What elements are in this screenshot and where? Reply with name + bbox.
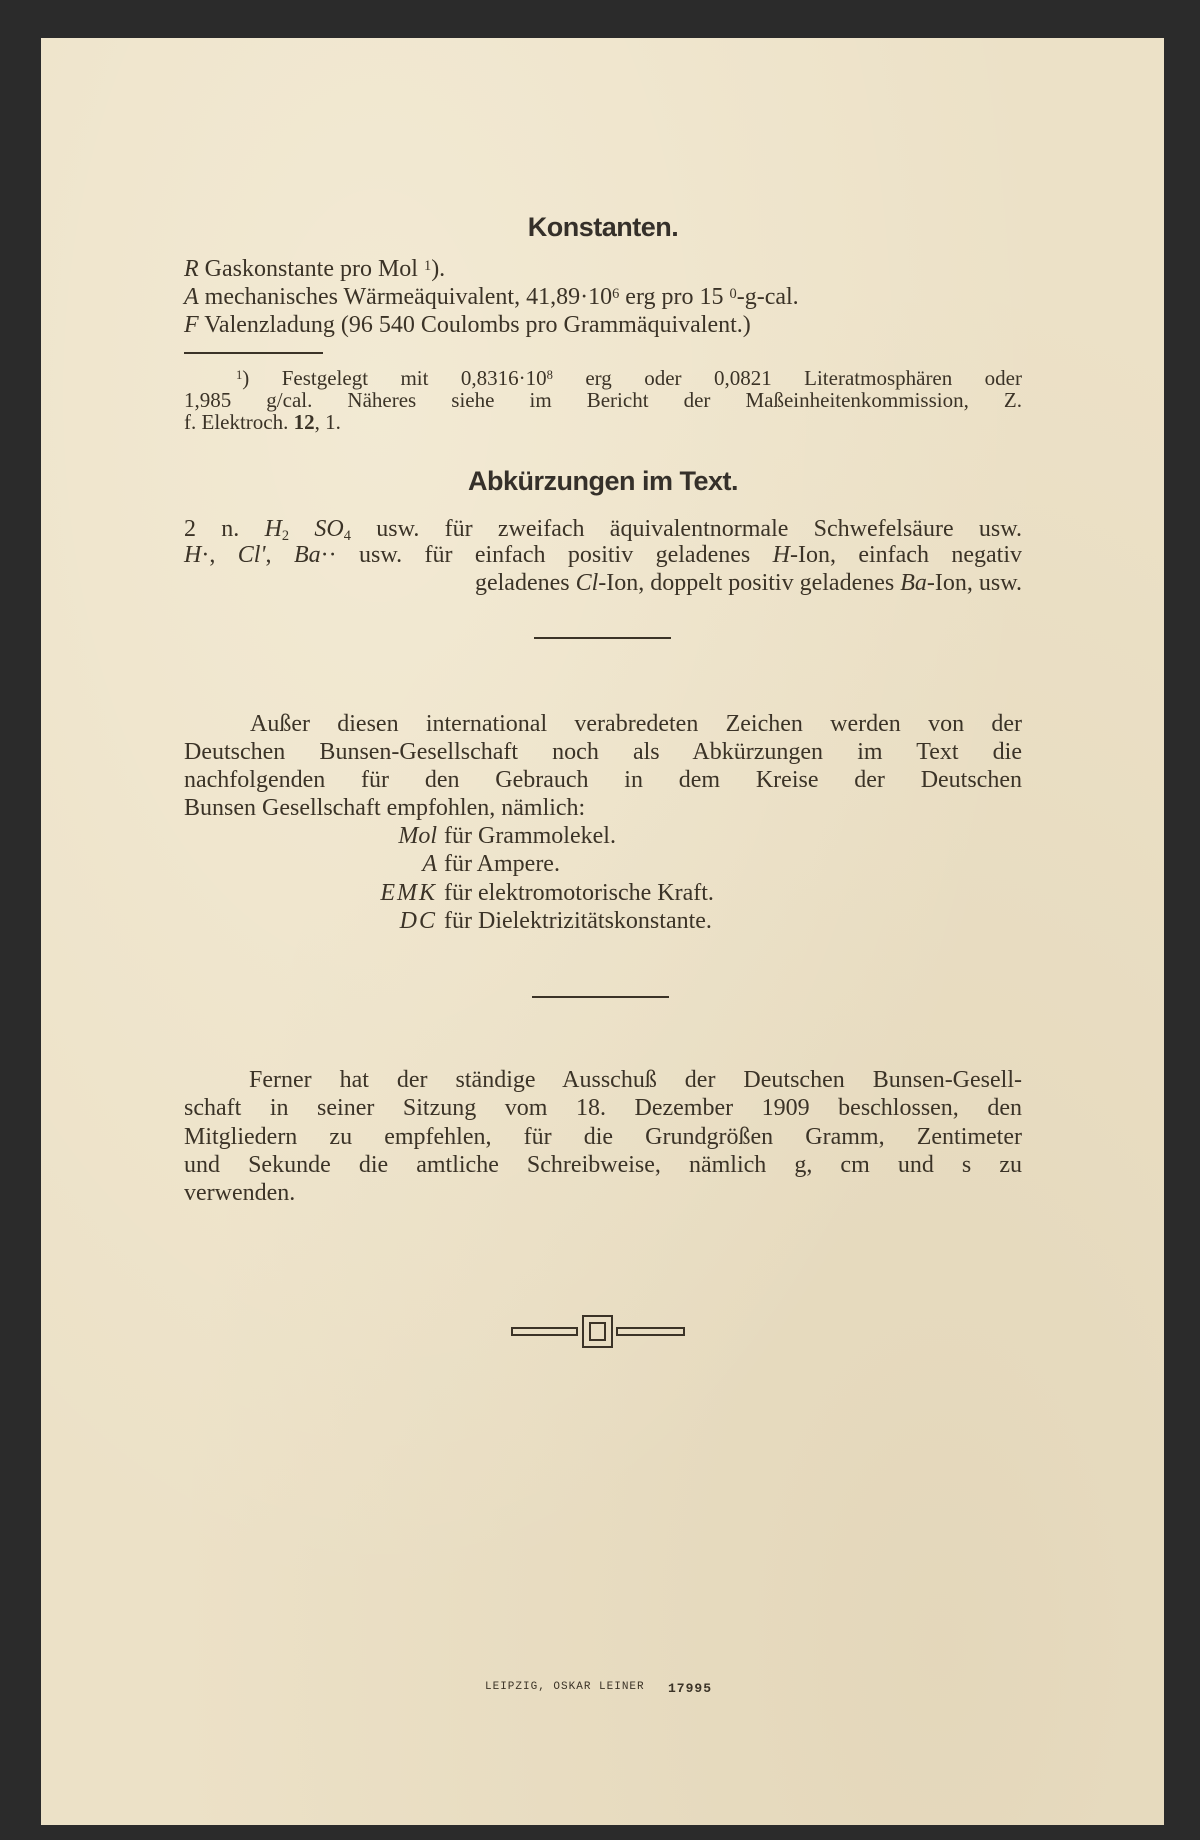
text-segment: Ba	[900, 570, 927, 596]
footnote-line	[236, 367, 1022, 389]
constant-line	[184, 311, 1022, 339]
text-segment: ·· usw. für einfach positiv geladenes	[320, 542, 773, 568]
definition-meaning: für Ampere.	[444, 851, 560, 877]
heading-abbreviations: Abkürzungen im Text.	[467, 466, 739, 496]
text-segment: ) Festgelegt mit 0,8316·10	[242, 366, 547, 390]
definition-meaning: für elektromotorische Kraft.	[444, 880, 714, 906]
imprint-publisher: LEIPZIG, OSKAR LEINER	[485, 1681, 645, 1693]
text-segment: geladenes	[474, 570, 576, 596]
definition-symbol: DC	[399, 908, 437, 934]
text-segment: 0	[729, 286, 737, 302]
text-segment: f. Elektroch.	[184, 410, 294, 434]
paragraph-line	[184, 766, 1022, 794]
abbreviation-line	[184, 541, 1022, 569]
text-segment: erg oder 0,0821 Literatmosphären oder	[552, 366, 1022, 390]
text-segment: -Ion, doppelt positiv geladenes	[598, 570, 901, 596]
text-segment: erg pro 15	[619, 284, 730, 310]
text-segment: A	[184, 284, 199, 310]
text-segment: und Sekunde die amtliche Schreibweise, nämlich g, cm und s zu	[184, 1152, 1022, 1178]
paragraph-line	[184, 1123, 1022, 1151]
text-segment: 8	[546, 368, 553, 382]
text-segment: ·,	[201, 542, 238, 568]
footnote-rule	[184, 352, 323, 354]
text-segment: 1,985 g/cal. Näheres siehe im Bericht der Maßeinheitenkommission, Z.	[184, 388, 1022, 412]
section-divider	[534, 637, 671, 639]
footnote-line	[184, 411, 1022, 433]
paragraph-line	[184, 738, 1022, 766]
constant-line	[184, 255, 1022, 283]
text-segment: , 1.	[314, 410, 341, 434]
text-segment: -Ion, usw.	[926, 570, 1022, 596]
constant-line	[184, 283, 1022, 311]
text-segment: -Ion, einfach negativ	[789, 542, 1022, 568]
text-segment: Cl	[575, 570, 599, 596]
text-segment: mechanisches Wärmeäquivalent, 41,89·10	[198, 284, 613, 310]
text-segment: 6	[612, 286, 620, 302]
text-segment: nachfolgenden für den Gebrauch in dem Kreise der Deutschen	[184, 767, 1022, 793]
text-segment: Gaskonstante pro Mol	[198, 256, 424, 282]
section-divider	[532, 996, 669, 998]
heading-constants: Konstanten.	[527, 212, 679, 242]
abbreviation-line	[184, 569, 1022, 597]
footnote-line	[184, 389, 1022, 411]
text-segment: Mitgliedern zu empfehlen, für die Grundgrößen Gramm, Zentimeter	[184, 1124, 1022, 1150]
text-segment: Außer diesen international verabredeten Zeichen werden von der	[250, 711, 1022, 737]
text-segment: Ferner hat der ständige Ausschuß der Deutschen Bunsen-Gesell-	[249, 1067, 1022, 1093]
paragraph-line	[250, 710, 1022, 738]
paragraph-line	[184, 1094, 1022, 1122]
definition-meaning: für Grammolekel.	[444, 823, 616, 849]
paragraph-line	[249, 1066, 1022, 1094]
text-segment: 1	[423, 258, 432, 274]
text-segment: Bunsen Gesellschaft empfohlen, nämlich:	[184, 795, 586, 821]
text-segment: R	[184, 256, 199, 282]
text-segment: 12	[293, 410, 315, 434]
text-segment: 2 n.	[184, 516, 265, 542]
text-segment: usw. für zweifach äquivalentnormale Schwefelsäure usw.	[350, 516, 1023, 542]
definition-symbol: Mol	[398, 823, 437, 849]
printer-imprint	[485, 1681, 712, 1696]
text-segment: H	[264, 516, 282, 542]
text-segment: 4	[343, 528, 351, 544]
text-segment: Ba	[293, 542, 321, 568]
imprint-number: 17995	[667, 1681, 712, 1696]
text-segment: ).	[431, 256, 446, 282]
text-segment: Valenzladung (96 540 Coulombs pro Grammäquivalent.)	[198, 312, 751, 338]
text-segment: 1	[236, 368, 243, 382]
text-segment: H	[772, 542, 790, 568]
definition-meaning: für Dielektrizitätskonstante.	[444, 908, 712, 934]
text-segment: SO	[289, 516, 344, 542]
text-segment: -g-cal.	[736, 284, 799, 310]
definition-symbol: EMK	[380, 880, 437, 906]
text-segment: F	[184, 312, 199, 338]
text-segment: schaft in seiner Sitzung vom 18. Dezember 1909 beschlossen, den	[184, 1095, 1022, 1121]
paragraph-line	[184, 1151, 1022, 1179]
text-segment: H	[184, 542, 202, 568]
paragraph-line	[184, 1179, 1022, 1207]
text-segment: 2	[281, 528, 290, 544]
text-segment: ,	[265, 542, 294, 568]
text-segment: verwenden.	[184, 1180, 296, 1206]
text-segment: Deutschen Bunsen-Gesellschaft noch als Abkürzungen im Text die	[184, 739, 1022, 765]
text-segment: Cl'	[237, 542, 266, 568]
paragraph-line	[184, 794, 1022, 822]
abbreviation-line	[184, 515, 1022, 543]
definition-symbol: A	[422, 851, 437, 877]
